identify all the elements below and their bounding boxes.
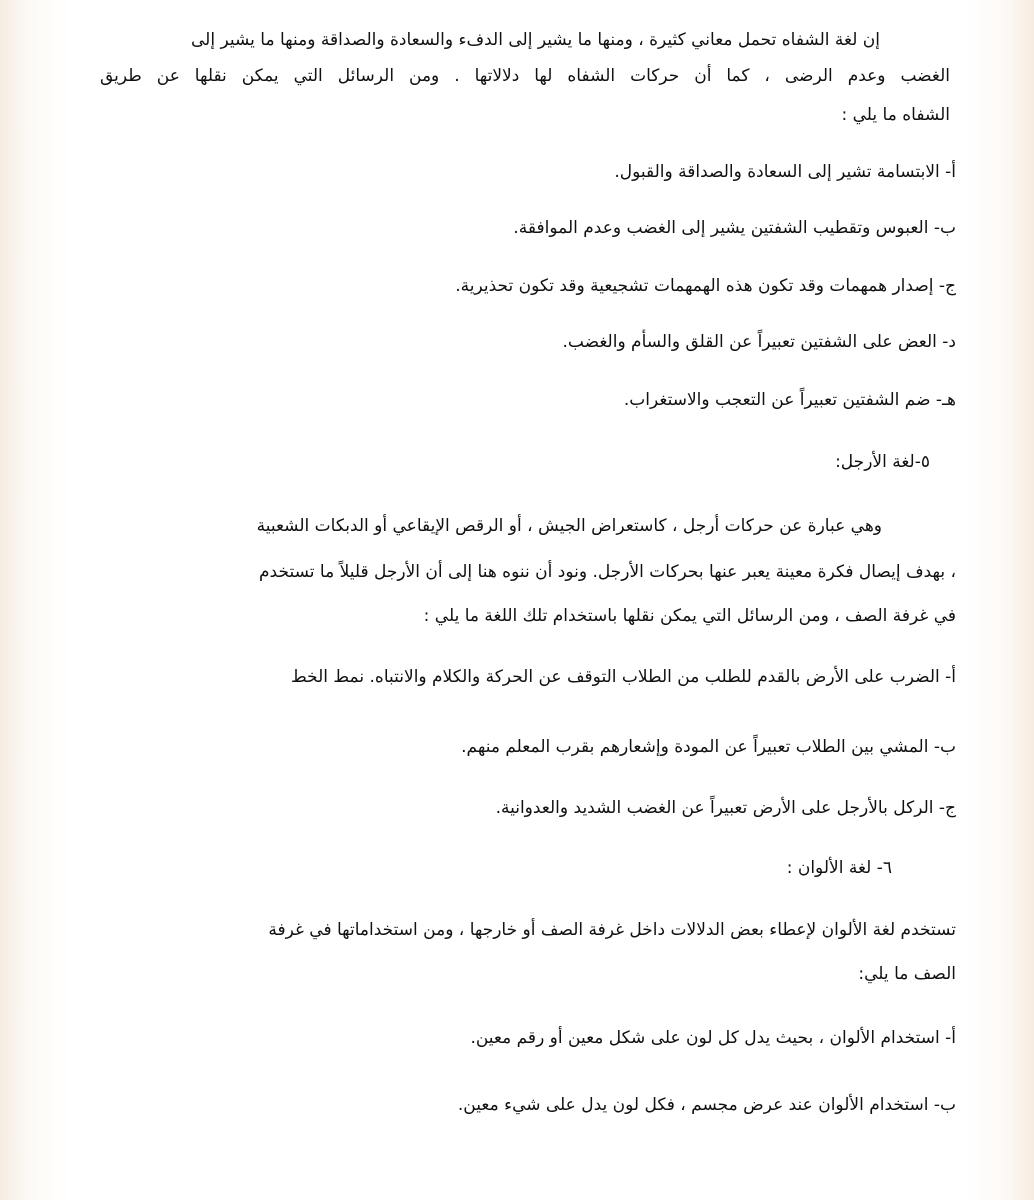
list-item: هـ- ضم الشفتين تعبيراً عن التعجب والاستغراب. xyxy=(623,390,956,410)
legs-paragraph-line-2: ، بهدف إيصال فكرة معينة يعبر عنها بحركات الأرجل. ونود أن ننوه هنا إلى أن الأرجل قليلاً ما تستخدم xyxy=(259,562,956,582)
list-item: أ- الابتسامة تشير إلى السعادة والصداقة والقبول. xyxy=(614,162,956,182)
list-item: ب- استخدام الألوان عند عرض مجسم ، فكل لون يدل على شيء معين. xyxy=(457,1095,956,1115)
intro-line-2: الغضب وعدم الرضى ، كما أن حركات الشفاه لها دلالاتها . ومن الرسائل التي يمكن نقلها عن طريق xyxy=(100,66,950,86)
list-item: أ- استخدام الألوان ، بحيث يدل كل لون على شكل معين أو رقم معين. xyxy=(470,1028,956,1048)
list-item: أ- الضرب على الأرض بالقدم للطلب من الطلاب التوقف عن الحركة والكلام والانتباه. نمط الخط xyxy=(291,667,956,687)
section-heading-colors: ٦- لغة الألوان : xyxy=(786,858,892,878)
legs-paragraph-line-3: في غرفة الصف ، ومن الرسائل التي يمكن نقلها باستخدام تلك اللغة ما يلي : xyxy=(423,606,956,626)
list-item: ج- الركل بالأرجل على الأرض تعبيراً عن الغضب الشديد والعدوانية. xyxy=(495,798,956,818)
list-item: ج- إصدار همهمات وقد تكون هذه الهمهمات تشجيعية وقد تكون تحذيرية. xyxy=(455,276,956,296)
colors-paragraph-line-2: الصف ما يلي: xyxy=(858,964,956,984)
list-item: د- العض على الشفتين تعبيراً عن القلق والسأم والغضب. xyxy=(562,332,956,352)
intro-line-1: إن لغة الشفاه تحمل معاني كثيرة ، ومنها ما يشير إلى الدفء والسعادة والصداقة ومنها ما يشير إلى xyxy=(190,30,880,50)
list-item: ب- العبوس وتقطيب الشفتين يشير إلى الغضب وعدم الموافقة. xyxy=(513,218,956,238)
legs-paragraph-line-1: وهي عبارة عن حركات أرجل ، كاستعراض الجيش ، أو الرقص الإيقاعي أو الدبكات الشعبية xyxy=(256,516,882,536)
list-item: ب- المشي بين الطلاب تعبيراً عن المودة وإشعارهم بقرب المعلم منهم. xyxy=(461,737,956,757)
intro-line-3: الشفاه ما يلي : xyxy=(841,105,950,125)
section-heading-legs: ٥-لغة الأرجل: xyxy=(835,452,930,472)
colors-paragraph-line-1: تستخدم لغة الألوان لإعطاء بعض الدلالات داخل غرفة الصف أو خارجها ، ومن استخداماتها في غرفة xyxy=(268,920,956,940)
